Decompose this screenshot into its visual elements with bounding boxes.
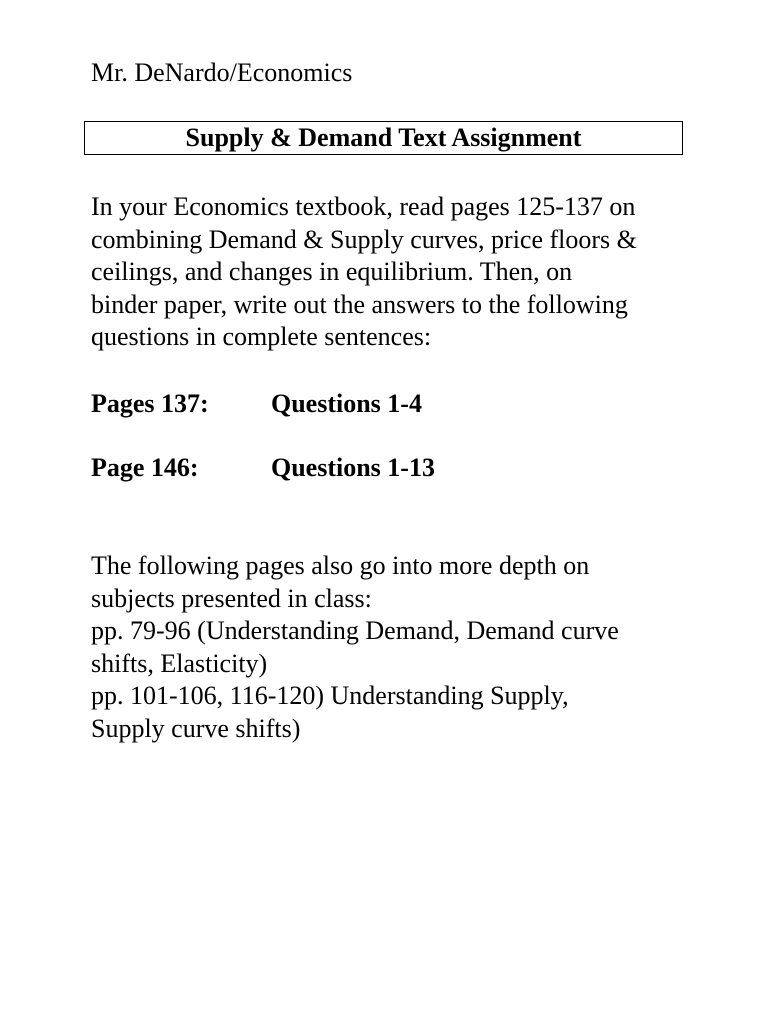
teacher-course-header: Mr. DeNardo/Economics	[91, 58, 353, 87]
instructions-line: In your Economics textbook, read pages 125-137 on	[91, 192, 636, 221]
instructions-line: questions in complete sentences:	[91, 322, 432, 351]
title-box	[84, 121, 683, 155]
assignment-pages: Pages 137:	[91, 389, 209, 418]
additional-reading-line: The following pages also go into more depth on	[91, 551, 590, 580]
additional-reading-line: pp. 101-106, 116-120) Understanding Supply,	[91, 681, 569, 710]
instructions-line: combining Demand & Supply curves, price floors &	[91, 224, 637, 254]
additional-reading-line: Supply curve shifts)	[91, 713, 301, 743]
assignment-row	[91, 388, 422, 420]
assignment-row	[91, 452, 435, 484]
additional-reading-line: subjects presented in class:	[91, 583, 372, 613]
assignment-title: Supply & Demand Text Assignment	[185, 123, 582, 152]
instructions-line: binder paper, write out the answers to the following	[91, 289, 628, 319]
instructions-line: ceilings, and changes in equilibrium. Then, on	[91, 257, 573, 286]
additional-reading-paragraph	[91, 550, 711, 745]
additional-reading-line: shifts, Elasticity)	[91, 648, 268, 678]
additional-reading-line: pp. 79-96 (Understanding Demand, Demand curve	[91, 616, 619, 645]
assignment-pages: Page 146:	[91, 453, 199, 482]
assignment-questions: Questions 1-13	[271, 453, 435, 482]
assignment-questions: Questions 1-4	[271, 389, 422, 418]
instructions-paragraph	[91, 191, 711, 354]
